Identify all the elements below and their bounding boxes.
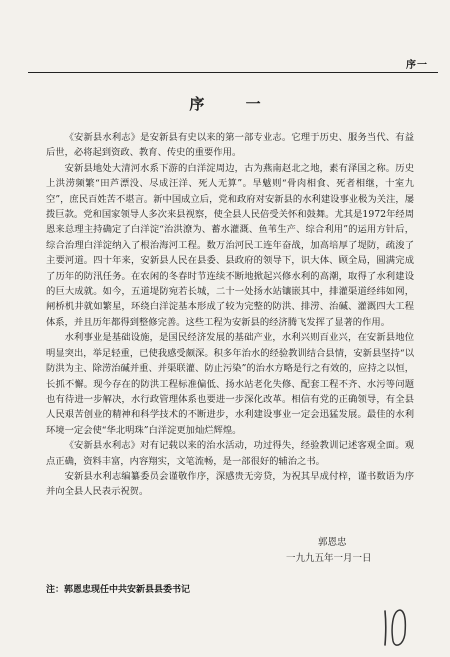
paragraph: 《安新县水利志》是安新县有史以来的第一部专业志。它理于历史、服务当代、有益后世，必将起到资政、教育、传史的重要作用。: [46, 132, 414, 159]
header-rule: [28, 72, 438, 73]
paragraph: 水利事业是基础设施，是国民经济发展的基础产业，水利兴则百业兴，在安新县地位明显突出，举足轻重，已使我感受颇深。积多年治水的经验教训结合县情，安新县坚持“以防洪为主、除涝治碱并重、并渠联灌、防止污染”的治水方略是行之有效的，应持之以恒，长抓不懈。现今存在的防洪工程标准偏低、扬水站老化失修、配套工程不齐、水污等问题也有待进一步解决，水行政管理体系也要进一步深化改革。相信有党的正确领导，有全县人民艰苦创业的精神和科学技术的不断进步，水利建设事业一定会迅猛发展。最佳的水利环境一定会使“华北明珠”白洋淀更加灿烂辉煌。: [46, 332, 414, 436]
signature-name: 郭恩忠: [318, 537, 347, 548]
paragraph: 安新县地处大清河水系下游的白洋淀周边，古为燕南赵北之地，素有泽国之称。历史上洪涝频繁“田芦漂没、尽成汪洋、死人无算”。旱魃则“骨肉相食、死者相继，十室九空”，庶民百姓苦不堪言。新中国成立后，党和政府对安新县的水利建设事业极为关注，屡拨巨款。党和国家领导人多次来县视察，使全县人民倍受关怀和鼓舞。尤其是1972年经周恩来总理主持确定了白洋淀“治洪潦为、蓄水灌溉、鱼苇生产、综合利用”的运用方针后，综合治理白洋淀纳入了根治海河工程。数万治河民工连年奋战，加高培厚了堤防，疏浚了主要河道。四十年来，安新县人民在县委、县政府的领导下，识大体、顾全局，圆满完成了历年的防汛任务。在农闲的冬春时节连续不断地掀起兴修水利的高潮，取得了水利建设的巨大成就。如今，五道堤防宛若长城，二十一处扬水站镶嵌其中，排灌渠道经纬如网，闸桥机井就如繁星，环绕白洋淀基本形成了较为完整的防洪、排涝、治碱、灌溉四大工程体系，并且历年都得到整修完善。这些工程为安新县的经济腾飞发挥了显著的作用。: [46, 162, 414, 328]
handwritten-page-number: [380, 605, 408, 649]
paragraph: 安新县水利志编纂委员会谨敬作序，深感贵无旁贷，为祝其早成付梓，谨书数语为序并向全县人民表示祝贺。: [46, 470, 414, 498]
preface-body: [46, 130, 414, 500]
page-title: 序 一: [189, 95, 279, 113]
paragraph: 《安新县水利志》对有记载以来的治水活动，功过得失，经验教训记述客观全面。观点正确，资料丰富，内容翔实，文笔流畅，是一部很好的辅治之书。: [46, 440, 414, 467]
signature-date: 一九九五年一月一日: [286, 553, 372, 564]
running-header: 序一: [406, 60, 428, 71]
footnote: 注：郭恩忠现任中共安新县县委书记: [46, 585, 191, 595]
